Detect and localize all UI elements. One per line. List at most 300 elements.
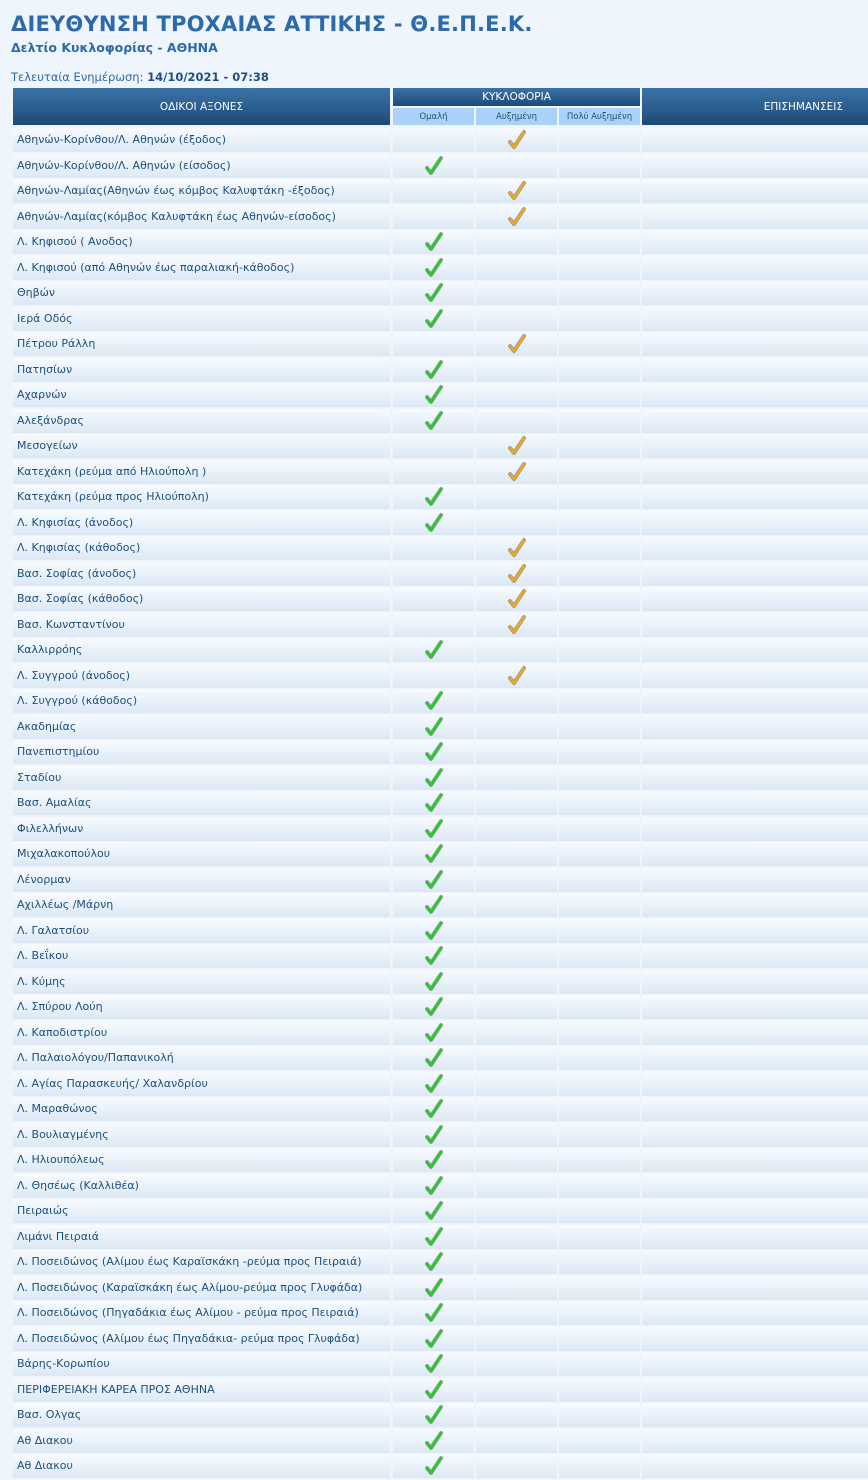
notes-cell <box>642 715 868 739</box>
green-check-icon <box>425 1328 443 1350</box>
increased-cell <box>476 1046 557 1070</box>
very-increased-cell <box>559 613 640 637</box>
normal-cell <box>393 511 474 535</box>
notes-cell <box>642 1072 868 1096</box>
road-name-cell <box>13 332 390 356</box>
table-row <box>0 154 868 180</box>
increased-cell <box>476 613 557 637</box>
green-check-icon <box>425 1430 443 1452</box>
table-row <box>0 1301 868 1327</box>
increased-cell <box>476 281 557 305</box>
table-row <box>0 434 868 460</box>
road-name-cell <box>13 842 390 866</box>
increased-cell <box>476 128 557 152</box>
notes-cell <box>642 434 868 458</box>
increased-cell <box>476 842 557 866</box>
normal-cell <box>393 1072 474 1096</box>
very-increased-cell <box>559 485 640 509</box>
very-increased-cell <box>559 1250 640 1274</box>
road-name: Βασ. Αμαλίας <box>17 796 92 809</box>
notes-cell <box>642 944 868 968</box>
notes-cell <box>642 1174 868 1198</box>
road-name-cell <box>13 1225 390 1249</box>
road-name-cell <box>13 587 390 611</box>
road-name-cell <box>13 995 390 1019</box>
orange-check-icon <box>508 206 526 228</box>
road-name: Λιμάνι Πειραιά <box>17 1229 100 1243</box>
increased-cell <box>476 919 557 943</box>
road-name-cell <box>13 1301 390 1325</box>
increased-cell <box>476 740 557 764</box>
green-check-icon <box>425 869 443 891</box>
notes-cell <box>642 562 868 586</box>
normal-cell <box>393 638 474 662</box>
notes-cell <box>642 409 868 433</box>
notes-cell <box>642 817 868 841</box>
table-row <box>0 1429 868 1455</box>
road-name: Αλεξάνδρας <box>17 413 84 427</box>
normal-cell <box>393 715 474 739</box>
increased-cell <box>476 1123 557 1147</box>
road-name: Βασ. Ολγας <box>17 1408 82 1421</box>
road-name-cell <box>13 179 390 203</box>
orange-check-icon <box>508 563 526 585</box>
road-name-cell <box>13 817 390 841</box>
very-increased-cell <box>559 689 640 713</box>
road-name-cell <box>13 358 390 382</box>
very-increased-cell <box>559 893 640 917</box>
normal-cell <box>393 613 474 637</box>
road-name: Λ. Συγγρού (άνοδος) <box>17 668 131 682</box>
subheader-normal: Ομαλή <box>393 108 474 125</box>
notes-cell <box>642 383 868 407</box>
road-name-cell <box>13 281 390 305</box>
subheader-very-increased: Πολύ Αυξημένη <box>559 108 640 125</box>
very-increased-cell <box>559 1301 640 1325</box>
page-subtitle: Δελτίο Κυκλοφορίας - ΑΘΗΝΑ <box>11 40 218 55</box>
normal-cell <box>393 944 474 968</box>
increased-cell <box>476 511 557 535</box>
orange-check-icon <box>508 435 526 457</box>
road-name: Λ. Σπύρου Λούη <box>17 1000 103 1013</box>
road-name: Θηβών <box>17 286 56 299</box>
road-name-cell <box>13 740 390 764</box>
normal-cell <box>393 205 474 229</box>
increased-cell <box>476 485 557 509</box>
notes-cell <box>642 205 868 229</box>
notes-cell <box>642 1225 868 1249</box>
road-name-cell <box>13 1046 390 1070</box>
road-name: Ακαδημίας <box>17 719 77 733</box>
notes-cell <box>642 970 868 994</box>
road-name: Λ. Ηλιουπόλεως <box>17 1153 105 1166</box>
road-name: Λ. Κηφισίας (άνοδος) <box>17 515 134 529</box>
increased-cell <box>476 1429 557 1453</box>
very-increased-cell <box>559 919 640 943</box>
very-increased-cell <box>559 460 640 484</box>
increased-cell <box>476 1250 557 1274</box>
normal-cell <box>393 383 474 407</box>
road-name-cell <box>13 256 390 280</box>
header-notes: ΕΠΙΣΗΜΑΝΣΕΙΣ <box>642 88 868 125</box>
table-row <box>0 842 868 868</box>
green-check-icon <box>425 1175 443 1197</box>
normal-cell <box>393 1097 474 1121</box>
green-check-icon <box>425 231 443 253</box>
increased-cell <box>476 1327 557 1351</box>
normal-cell <box>393 740 474 764</box>
increased-cell <box>476 766 557 790</box>
very-increased-cell <box>559 868 640 892</box>
very-increased-cell <box>559 434 640 458</box>
road-name: Λ. Καποδιστρίου <box>17 1025 108 1039</box>
green-check-icon <box>425 384 443 406</box>
table-row <box>0 383 868 409</box>
increased-cell <box>476 970 557 994</box>
table-row <box>0 179 868 205</box>
road-name: Πειραιώς <box>17 1204 69 1217</box>
notes-cell <box>642 1327 868 1351</box>
road-name-cell <box>13 536 390 560</box>
notes-cell <box>642 740 868 764</box>
increased-cell <box>476 1403 557 1427</box>
road-name: Βασ. Σοφίας (άνοδος) <box>17 566 137 580</box>
last-update-label: Τελευταία Ενημέρωση: <box>11 70 144 84</box>
road-name: Λ. Παλαιολόγου/Παπανικολή <box>17 1051 174 1064</box>
notes-cell <box>642 868 868 892</box>
table-row <box>0 281 868 307</box>
table-row <box>0 1250 868 1276</box>
very-increased-cell <box>559 1072 640 1096</box>
very-increased-cell <box>559 1174 640 1198</box>
table-row <box>0 1378 868 1404</box>
notes-cell <box>642 358 868 382</box>
normal-cell <box>393 485 474 509</box>
very-increased-cell <box>559 1097 640 1121</box>
increased-cell <box>476 817 557 841</box>
green-check-icon <box>425 767 443 789</box>
notes-cell <box>642 1403 868 1427</box>
increased-cell <box>476 587 557 611</box>
notes-cell <box>642 1021 868 1045</box>
notes-cell <box>642 1046 868 1070</box>
notes-cell <box>642 689 868 713</box>
road-name: Βασ. Κωνσταντίνου <box>17 617 125 631</box>
table-row <box>0 893 868 919</box>
normal-cell <box>393 256 474 280</box>
very-increased-cell <box>559 1276 640 1300</box>
road-name: Πατησίων <box>17 362 73 376</box>
road-name-cell <box>13 1072 390 1096</box>
road-name: Φιλελλήνων <box>17 821 84 835</box>
normal-cell <box>393 307 474 331</box>
table-row <box>0 358 868 384</box>
green-check-icon <box>425 1251 443 1273</box>
very-increased-cell <box>559 1403 640 1427</box>
orange-check-icon <box>508 129 526 151</box>
normal-cell <box>393 817 474 841</box>
very-increased-cell <box>559 1148 640 1172</box>
normal-cell <box>393 1276 474 1300</box>
road-name: Ιερά Οδός <box>17 311 73 325</box>
road-name: Λ. Ποσειδώνος (Πηγαδάκια έως Αλίμου - ρεύμα προς Πειραιά) <box>17 1306 359 1319</box>
normal-cell <box>393 995 474 1019</box>
table-row <box>0 766 868 792</box>
notes-cell <box>642 460 868 484</box>
normal-cell <box>393 128 474 152</box>
very-increased-cell <box>559 307 640 331</box>
normal-cell <box>393 1225 474 1249</box>
increased-cell <box>476 1072 557 1096</box>
normal-cell <box>393 1403 474 1427</box>
increased-cell <box>476 562 557 586</box>
normal-cell <box>393 868 474 892</box>
orange-check-icon <box>508 461 526 483</box>
table-row <box>0 1199 868 1225</box>
road-name-cell <box>13 919 390 943</box>
table-row <box>0 1352 868 1378</box>
table-row <box>0 1225 868 1251</box>
very-increased-cell <box>559 1021 640 1045</box>
table-row <box>0 409 868 435</box>
notes-cell <box>642 664 868 688</box>
normal-cell <box>393 1021 474 1045</box>
green-check-icon <box>425 996 443 1018</box>
normal-cell <box>393 1327 474 1351</box>
orange-check-icon <box>508 588 526 610</box>
road-name: Αθ Διακου <box>17 1459 73 1472</box>
increased-cell <box>476 1454 557 1478</box>
green-check-icon <box>425 1200 443 1222</box>
road-name-cell <box>13 307 390 331</box>
normal-cell <box>393 1454 474 1478</box>
road-name-cell <box>13 511 390 535</box>
road-name-cell <box>13 1276 390 1300</box>
notes-cell <box>642 842 868 866</box>
very-increased-cell <box>559 179 640 203</box>
road-name-cell <box>13 434 390 458</box>
normal-cell <box>393 791 474 815</box>
green-check-icon <box>425 1226 443 1248</box>
green-check-icon <box>425 945 443 967</box>
road-name-cell <box>13 638 390 662</box>
increased-cell <box>476 409 557 433</box>
road-name-cell <box>13 562 390 586</box>
notes-cell <box>642 893 868 917</box>
green-check-icon <box>425 920 443 942</box>
table-row <box>0 460 868 486</box>
road-name-cell <box>13 383 390 407</box>
table-row <box>0 1072 868 1098</box>
increased-cell <box>476 638 557 662</box>
road-name: Βάρης-Κορωπίου <box>17 1357 110 1370</box>
green-check-icon <box>425 410 443 432</box>
very-increased-cell <box>559 817 640 841</box>
table-row <box>0 919 868 945</box>
green-check-icon <box>425 359 443 381</box>
orange-check-icon <box>508 537 526 559</box>
notes-cell <box>642 1250 868 1274</box>
green-check-icon <box>425 1404 443 1426</box>
road-name-cell <box>13 893 390 917</box>
very-increased-cell <box>559 256 640 280</box>
table-row <box>0 944 868 970</box>
normal-cell <box>393 434 474 458</box>
notes-cell <box>642 1352 868 1376</box>
header-traffic: ΚΥΚΛΟΦΟΡΙΑ <box>393 88 640 106</box>
road-name-cell <box>13 1123 390 1147</box>
road-name: Πανεπιστημίου <box>17 745 100 758</box>
increased-cell <box>476 893 557 917</box>
road-name: Λ. Ποσειδώνος (Αλίμου έως Καραϊσκάκη -ρεύμα προς Πειραιά) <box>17 1255 362 1268</box>
increased-cell <box>476 715 557 739</box>
increased-cell <box>476 868 557 892</box>
road-name-cell <box>13 1429 390 1453</box>
increased-cell <box>476 1378 557 1402</box>
normal-cell <box>393 689 474 713</box>
road-name: Κατεχάκη (ρεύμα από Ηλιούπολη ) <box>17 464 207 478</box>
increased-cell <box>476 1199 557 1223</box>
normal-cell <box>393 1250 474 1274</box>
increased-cell <box>476 205 557 229</box>
green-check-icon <box>425 894 443 916</box>
table-row <box>0 587 868 613</box>
increased-cell <box>476 995 557 1019</box>
very-increased-cell <box>559 205 640 229</box>
table-row <box>0 307 868 333</box>
road-name-cell <box>13 1352 390 1376</box>
table-row <box>0 205 868 231</box>
green-check-icon <box>425 1379 443 1401</box>
road-name-cell <box>13 766 390 790</box>
road-name: Λ. Βεΐκου <box>17 949 69 962</box>
normal-cell <box>393 281 474 305</box>
normal-cell <box>393 893 474 917</box>
increased-cell <box>476 536 557 560</box>
orange-check-icon <box>508 180 526 202</box>
very-increased-cell <box>559 970 640 994</box>
very-increased-cell <box>559 358 640 382</box>
very-increased-cell <box>559 1225 640 1249</box>
table-row <box>0 485 868 511</box>
normal-cell <box>393 332 474 356</box>
green-check-icon <box>425 1047 443 1069</box>
very-increased-cell <box>559 1123 640 1147</box>
notes-cell <box>642 1199 868 1223</box>
road-name-cell <box>13 1174 390 1198</box>
road-name: Σταδίου <box>17 770 62 784</box>
very-increased-cell <box>559 1199 640 1223</box>
green-check-icon <box>425 308 443 330</box>
notes-cell <box>642 332 868 356</box>
green-check-icon <box>425 639 443 661</box>
notes-cell <box>642 1301 868 1325</box>
orange-check-icon <box>508 614 526 636</box>
road-name: Λ. Μαραθώνος <box>17 1102 98 1115</box>
green-check-icon <box>425 1124 443 1146</box>
road-name: Λένορμαν <box>17 872 71 886</box>
normal-cell <box>393 970 474 994</box>
notes-cell <box>642 1378 868 1402</box>
table-row <box>0 1276 868 1302</box>
increased-cell <box>476 179 557 203</box>
road-name: Αθηνών-Λαμίας(Αθηνών έως κόμβος Καλυφτάκη -έξοδος) <box>17 184 335 197</box>
road-name-cell <box>13 1327 390 1351</box>
table-row <box>0 1403 868 1429</box>
very-increased-cell <box>559 536 640 560</box>
road-name: Κατεχάκη (ρεύμα προς Ηλιούπολη) <box>17 490 209 503</box>
increased-cell <box>476 1301 557 1325</box>
notes-cell <box>642 281 868 305</box>
road-name-cell <box>13 613 390 637</box>
road-name: Αθηνών-Κορίνθου/Λ. Αθηνών (έξοδος) <box>17 133 227 146</box>
very-increased-cell <box>559 562 640 586</box>
increased-cell <box>476 791 557 815</box>
green-check-icon <box>425 257 443 279</box>
very-increased-cell <box>559 1352 640 1376</box>
normal-cell <box>393 536 474 560</box>
normal-cell <box>393 1174 474 1198</box>
normal-cell <box>393 842 474 866</box>
notes-cell <box>642 638 868 662</box>
road-name: Λ. Κηφισού (από Αθηνών έως παραλιακή-κάθοδος) <box>17 260 295 274</box>
increased-cell <box>476 1352 557 1376</box>
traffic-table-body <box>0 128 868 1480</box>
increased-cell <box>476 1021 557 1045</box>
notes-cell <box>642 511 868 535</box>
road-name-cell <box>13 230 390 254</box>
very-increased-cell <box>559 281 640 305</box>
very-increased-cell <box>559 1454 640 1478</box>
normal-cell <box>393 919 474 943</box>
road-name: Αθ Διακου <box>17 1433 73 1447</box>
increased-cell <box>476 1276 557 1300</box>
road-name: Βασ. Σοφίας (κάθοδος) <box>17 592 144 605</box>
notes-cell <box>642 1123 868 1147</box>
road-name-cell <box>13 1403 390 1427</box>
road-name: Αχαρνών <box>17 388 67 401</box>
green-check-icon <box>425 282 443 304</box>
notes-cell <box>642 485 868 509</box>
very-increased-cell <box>559 664 640 688</box>
road-name: Λ. Ποσειδώνος (Αλίμου έως Πηγαδάκια- ρεύμα προς Γλυφάδα) <box>17 1331 360 1345</box>
road-name-cell <box>13 409 390 433</box>
very-increased-cell <box>559 1429 640 1453</box>
table-row <box>0 740 868 766</box>
very-increased-cell <box>559 715 640 739</box>
green-check-icon <box>425 1098 443 1120</box>
table-row <box>0 970 868 996</box>
green-check-icon <box>425 512 443 534</box>
very-increased-cell <box>559 740 640 764</box>
table-row <box>0 1021 868 1047</box>
notes-cell <box>642 1097 868 1121</box>
green-check-icon <box>425 716 443 738</box>
table-row <box>0 613 868 639</box>
increased-cell <box>476 230 557 254</box>
last-update <box>11 70 269 84</box>
road-name: Λ. Θησέως (Καλλιθέα) <box>17 1178 139 1192</box>
increased-cell <box>476 689 557 713</box>
road-name-cell <box>13 715 390 739</box>
header-roads: ΟΔΙΚΟΙ ΑΞΟΝΕΣ <box>13 88 390 125</box>
road-name: Καλλιρρόης <box>17 643 83 656</box>
very-increased-cell <box>559 1046 640 1070</box>
table-row <box>0 1046 868 1072</box>
increased-cell <box>476 1174 557 1198</box>
increased-cell <box>476 154 557 178</box>
road-name: Λ. Γαλατσίου <box>17 923 90 937</box>
